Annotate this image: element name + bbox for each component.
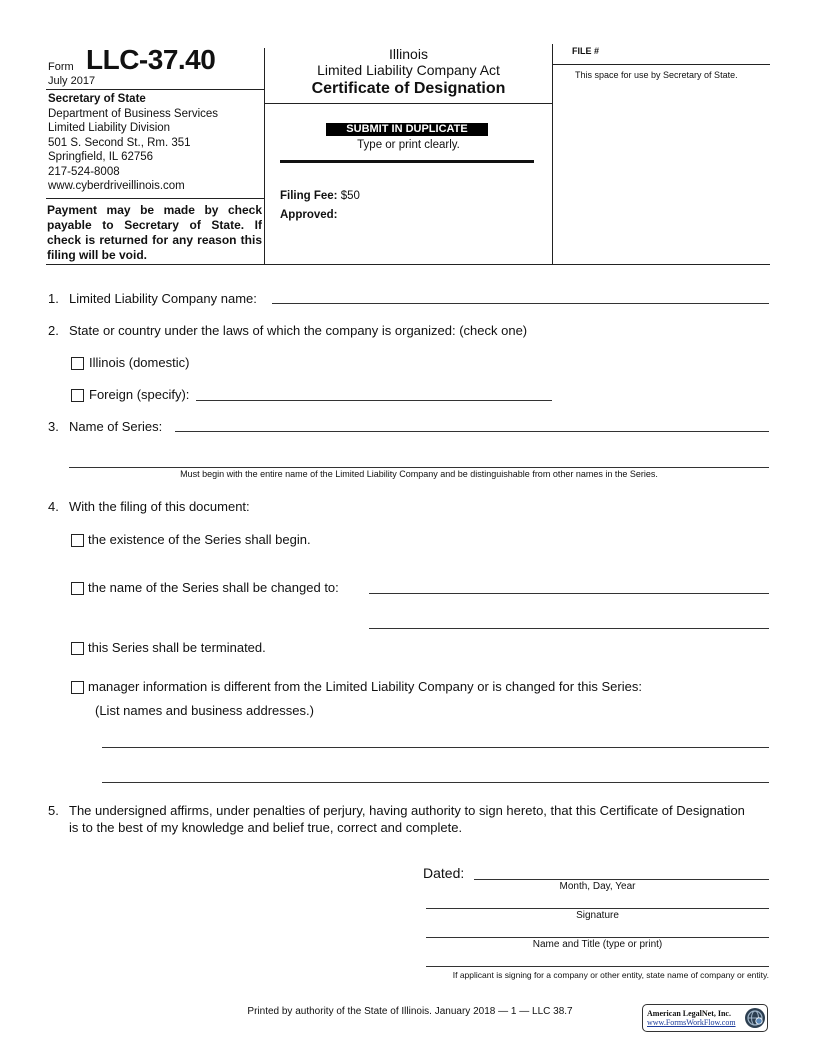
signature-caption: Signature [576, 910, 619, 921]
payment-note: Payment may be made by check payable to Secretary of State. If check is returned for any reason this filing will be void. [47, 203, 262, 262]
foreign-option-label: Foreign (specify): [89, 387, 190, 402]
divider [552, 64, 770, 65]
manager-info-checkbox[interactable] [71, 681, 84, 694]
agency-line: Limited Liability Division [48, 122, 171, 134]
publisher-logo[interactable] [642, 1004, 768, 1032]
series-name-field[interactable] [175, 431, 769, 432]
signature-field[interactable] [426, 908, 769, 909]
new-series-name-field-line-2[interactable] [369, 628, 769, 629]
divider [264, 103, 553, 104]
agency-line: Department of Business Services [48, 107, 219, 120]
sos-use-note: This space for use by Secretary of State. [575, 70, 738, 80]
item-4-number: 4. [48, 499, 59, 514]
series-rename-checkbox[interactable] [71, 582, 84, 595]
entity-note: If applicant is signing for a company or other entity, state name of company or entity. [452, 970, 769, 980]
form-number: LLC-37.40 [86, 44, 216, 75]
agency-line: 217-524-8008 [48, 165, 120, 178]
filing-fee [280, 190, 360, 202]
printed-by-footer: Printed by authority of the State of Illinois. January 2018 — 1 — LLC 38.7 [247, 1006, 573, 1017]
agency-line: www.cyberdriveillinois.com [48, 180, 185, 192]
item-3-number: 3. [48, 419, 59, 434]
agency-title: Secretary of State [48, 93, 146, 105]
entity-name-field[interactable] [426, 966, 769, 967]
item-5-number: 5. [48, 803, 59, 818]
name-title-field[interactable] [426, 937, 769, 938]
item-1-label: Limited Liability Company name: [69, 291, 257, 306]
affirmation-line-2: is to the best of my knowledge and belief true, correct and complete. [69, 820, 463, 835]
manager-info-field-line-2[interactable] [102, 782, 769, 783]
filing-fee-value: $50 [340, 190, 360, 202]
approved-label: Approved: [280, 209, 338, 221]
thick-rule [280, 160, 534, 163]
submit-badge: SUBMIT IN DUPLICATE [326, 123, 488, 136]
item-2-number: 2. [48, 323, 59, 338]
state-name: Illinois [389, 46, 428, 62]
manager-info-note: (List names and business addresses.) [95, 703, 314, 718]
header-bottom-rule [46, 264, 770, 265]
act-name: Limited Liability Company Act [317, 62, 500, 78]
series-rename-label: the name of the Series shall be changed to: [88, 580, 339, 595]
foreign-checkbox[interactable] [71, 389, 84, 402]
divider [46, 198, 264, 199]
date-caption: Month, Day, Year [559, 881, 636, 892]
foreign-jurisdiction-field[interactable] [196, 400, 552, 401]
agency-block [48, 92, 263, 194]
title-block [265, 46, 552, 97]
form-date: July 2017 [48, 75, 96, 87]
item-4-label: With the filing of this document: [69, 499, 250, 514]
file-number-label: FILE # [572, 46, 600, 56]
type-or-print-note: Type or print clearly. [357, 139, 460, 151]
divider [552, 44, 553, 264]
item-3-label: Name of Series: [69, 419, 163, 434]
company-name-field[interactable] [272, 303, 769, 304]
manager-info-label: manager information is different from the Limited Liability Company or is changed for this Series: [88, 679, 642, 694]
manager-info-field[interactable] [102, 747, 769, 748]
publisher-name: American LegalNet, Inc. [647, 1009, 731, 1018]
publisher-url: www.FormsWorkFlow.com [647, 1018, 736, 1027]
name-title-caption: Name and Title (type or print) [532, 939, 663, 950]
series-terminate-checkbox[interactable] [71, 642, 84, 655]
agency-line: Springfield, IL 62756 [48, 151, 154, 163]
domestic-checkbox[interactable] [71, 357, 84, 370]
divider [46, 89, 264, 90]
globe-icon [744, 1007, 766, 1029]
series-name-field-line-2[interactable] [69, 467, 769, 468]
certificate-title: Certificate of Designation [311, 80, 506, 97]
date-field[interactable] [474, 879, 769, 880]
new-series-name-field[interactable] [369, 593, 769, 594]
filing-fee-label: Filing Fee: [280, 190, 338, 202]
item-1-number: 1. [48, 291, 59, 306]
series-terminate-label: this Series shall be terminated. [88, 640, 266, 655]
affirmation-line-1: The undersigned affirms, under penalties of perjury, having authority to sign hereto, that this Certificate of Designation [69, 803, 745, 818]
form-word: Form [48, 61, 74, 73]
series-begin-label: the existence of the Series shall begin. [88, 532, 311, 547]
dated-label: Dated: [423, 865, 465, 881]
series-begin-checkbox[interactable] [71, 534, 84, 547]
item-2-label: State or country under the laws of which the company is organized: (check one) [69, 323, 528, 338]
domestic-option-label: Illinois (domestic) [89, 355, 190, 370]
series-name-note: Must begin with the entire name of the Limited Liability Company and be distinguishable from other names in the Series. [180, 469, 658, 479]
agency-line: 501 S. Second St., Rm. 351 [48, 136, 191, 149]
